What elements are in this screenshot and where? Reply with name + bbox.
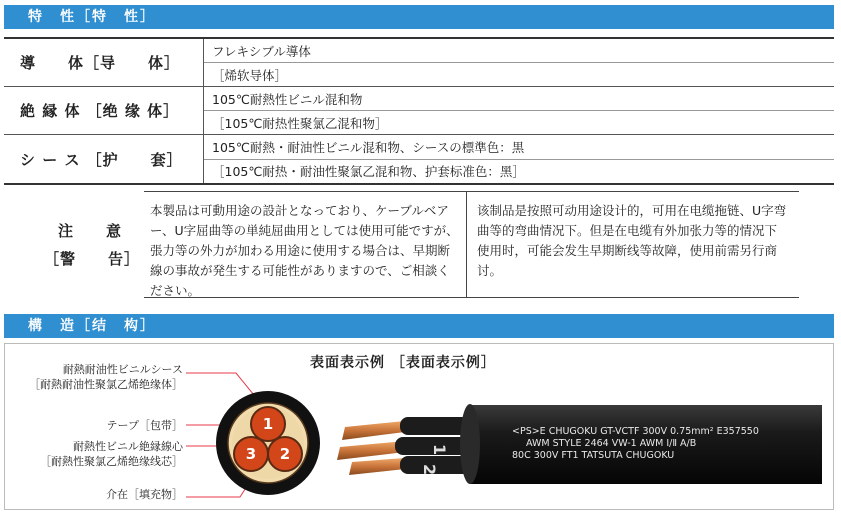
core-legend-cn: ［耐熱性聚氯乙烯绝缘线芯］ (40, 455, 183, 468)
copper-strand (342, 421, 405, 440)
notice-text-cn: 该制品是按照可动用途设计的，可用在电缆拖链、U字弯曲等的弯曲情况下。但是在电缆有外加张力等的情况下使用时，可能会发生早期断线等故障，使用前需另行商讨。 (477, 203, 787, 278)
core-number-2: 2 (279, 445, 291, 463)
core-number-1: 1 (262, 415, 274, 433)
conductor-value-jp: フレキシブル導体 (204, 39, 834, 63)
conductor-label: 導 体［导 体］ (4, 39, 204, 86)
sheath-value-jp: 105℃耐熱・耐油性ビニル混和物、シースの標準色：黒 (204, 135, 834, 160)
characteristics-header: 特 性［特 性］ (4, 5, 834, 29)
marking-line-3: 80C 300V FT1 TATSUTA CHUGOKU (512, 450, 675, 461)
conductor-value-cn: ［烯软导体］ (212, 67, 288, 83)
core-marking-1: 1 (430, 444, 449, 456)
core-marking-2: 2 (420, 464, 439, 476)
insulator-value-cn: ［105℃耐热性聚氯乙混和物］ (212, 115, 388, 131)
tape-legend: テープ［包带］ (106, 419, 183, 432)
sheath-end (460, 404, 480, 484)
insulator-label: 絶 縁 体 ［绝 缘 体］ (4, 87, 204, 134)
sheath-label: シ ー ス ［护 套］ (4, 135, 204, 183)
structure-header: 構 造［结 构］ (4, 314, 834, 338)
copper-strand (349, 458, 405, 475)
surface-display-title: 表面表示例 ［表面表示例］ (310, 355, 496, 371)
cable-side-view (337, 404, 822, 484)
cross-section (216, 391, 320, 495)
notice-text-jp: 本製品は可動用途の設計となっており、ケーブルベアー、U字屈曲等の単純屈曲用としては使用可能ですが、張力等の外力が加わる用途に使用する場合は、早期断線の事故が発生する可能性がありますので、ご相談ください。 (144, 192, 467, 297)
notice-label-cn: ［警 告］ (44, 250, 141, 268)
filler-legend: 介在［填充物］ (106, 488, 183, 501)
sheath-legend-cn: ［耐熱耐油性聚氯乙烯绝缘体］ (29, 378, 183, 391)
core-number-3: 3 (245, 445, 257, 463)
sheath-value-cn: ［105℃耐热・耐油性聚氯乙混和物、护套标准色：黑］ (212, 164, 525, 180)
insulator-value-jp: 105℃耐熱性ビニル混和物 (204, 87, 834, 111)
notice-label-jp: 注 意 (58, 222, 123, 240)
copper-strand (337, 441, 405, 460)
sheath-legend-jp: 耐熱耐油性ビニルシース (62, 363, 183, 376)
marking-line-2: AWM STYLE 2464 VW-1 AWM Ⅰ/Ⅱ A/B (526, 438, 697, 449)
core-legend-jp: 耐熱性ビニル絶縁線心 (73, 440, 183, 453)
marking-line-1: <PS>E CHUGOKU GT-VCTF 300V 0.75mm² E357550 (512, 426, 759, 437)
